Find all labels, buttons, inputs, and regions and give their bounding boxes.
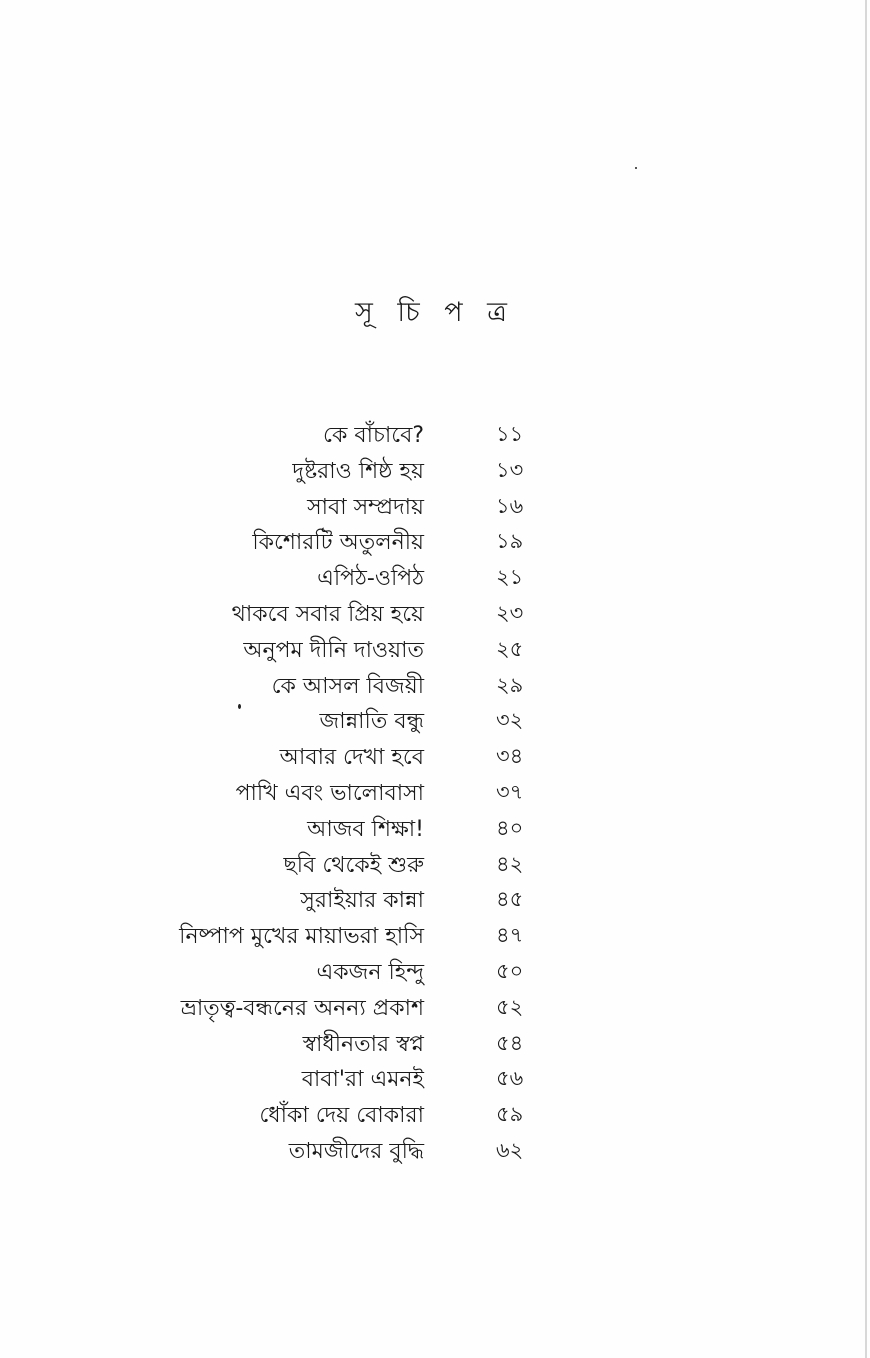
toc-entry-page: ১৬ [496,493,524,518]
toc-entry-page: ৬২ [496,1137,524,1162]
toc-row [0,987,870,1023]
toc-entry-title: তামজীদের বুদ্ধি [288,1138,424,1164]
toc-entry-page: ১১ [496,422,524,446]
toc-row [0,450,870,486]
toc-entry-page: ৩৪ [496,744,524,769]
toc-entry-page: ৫০ [496,958,524,983]
toc-entry-title: একজন হিন্দু [316,959,424,985]
toc-entry-page: ২১ [496,565,524,590]
toc-entry-title: এপিঠ-ওপিঠ [317,566,424,592]
toc-entry-title: আবার দেখা হবে [279,745,424,771]
toc-entry-page: ৫৪ [496,1030,524,1055]
toc-entry-page: ২৯ [496,672,524,697]
toc-entry-title: সুরাইয়ার কান্না [300,888,424,914]
toc-row [0,486,870,522]
toc-row [0,1058,870,1094]
toc-entry-page: ২৫ [496,636,524,661]
toc-row [0,1130,870,1166]
toc-entry-page: ৪৫ [496,887,524,912]
toc-entry-title: জান্নাতি বন্ধু [319,709,424,735]
toc-entry-page: ১৯ [496,529,524,554]
toc-row [0,844,870,880]
toc-entry-page: ৫৯ [496,1102,524,1127]
toc-entry-title: বাবা'রা এমনই [301,1067,424,1093]
toc-row [0,414,870,450]
toc-row [0,879,870,915]
toc-row [0,665,870,701]
toc-entry-page: ৩২ [496,708,524,733]
toc-entry-title: স্বাধীনতার স্বপ্ন [302,1031,424,1057]
toc-row [0,1023,870,1059]
toc-entry-page: ৪৭ [496,923,524,948]
scan-speck [238,704,241,709]
toc-entry-page: ১৩ [496,457,524,482]
toc-row [0,915,870,951]
toc-entry-title: ধোঁকা দেয় বোকারা [259,1103,424,1129]
toc-entry-title: নিষ্পাপ মুখের মায়াভরা হাসি [179,924,424,950]
page-title: সূ চি প ত্র [354,297,516,328]
toc-row [0,808,870,844]
toc-entry-page: ৫২ [496,994,524,1019]
toc-entry-title: অনুপম দীনি দাওয়াত [243,637,424,663]
toc-entry-title: থাকবে সবার প্রিয় হয়ে [231,601,424,627]
toc-entry-title: আজব শিক্ষা! [307,816,424,842]
toc-entry-title: কিশোরটি অতুলনীয় [252,530,424,556]
toc-entry-title: ছবি থেকেই শুরু [283,852,424,878]
toc-row [0,629,870,665]
toc-entry-page: ৪২ [496,851,524,876]
toc-entry-title: ভ্রাতৃত্ব-বন্ধনের অনন্য প্রকাশ [180,995,424,1021]
toc-row [0,772,870,808]
table-of-contents [0,414,870,1166]
toc-entry-page: ৫৬ [496,1066,524,1091]
toc-row [0,1094,870,1130]
toc-entry-title: কে আসল বিজয়ী [271,673,424,699]
toc-row [0,700,870,736]
toc-entry-page: ৪০ [496,815,524,840]
toc-row [0,736,870,772]
toc-entry-title: পাখি এবং ভালোবাসা [235,780,424,806]
toc-entry-page: ৩৭ [496,779,524,804]
toc-entry-title: কে বাঁচাবে? [323,423,424,448]
scan-speck [635,167,637,169]
toc-entry-title: সাবা সম্প্রদায় [307,494,424,520]
toc-entry-page: ২৩ [496,600,524,625]
toc-row [0,593,870,629]
toc-row [0,951,870,987]
toc-row [0,557,870,593]
toc-row [0,521,870,557]
toc-entry-title: দুষ্টরাও শিষ্ঠ হয় [292,458,424,484]
